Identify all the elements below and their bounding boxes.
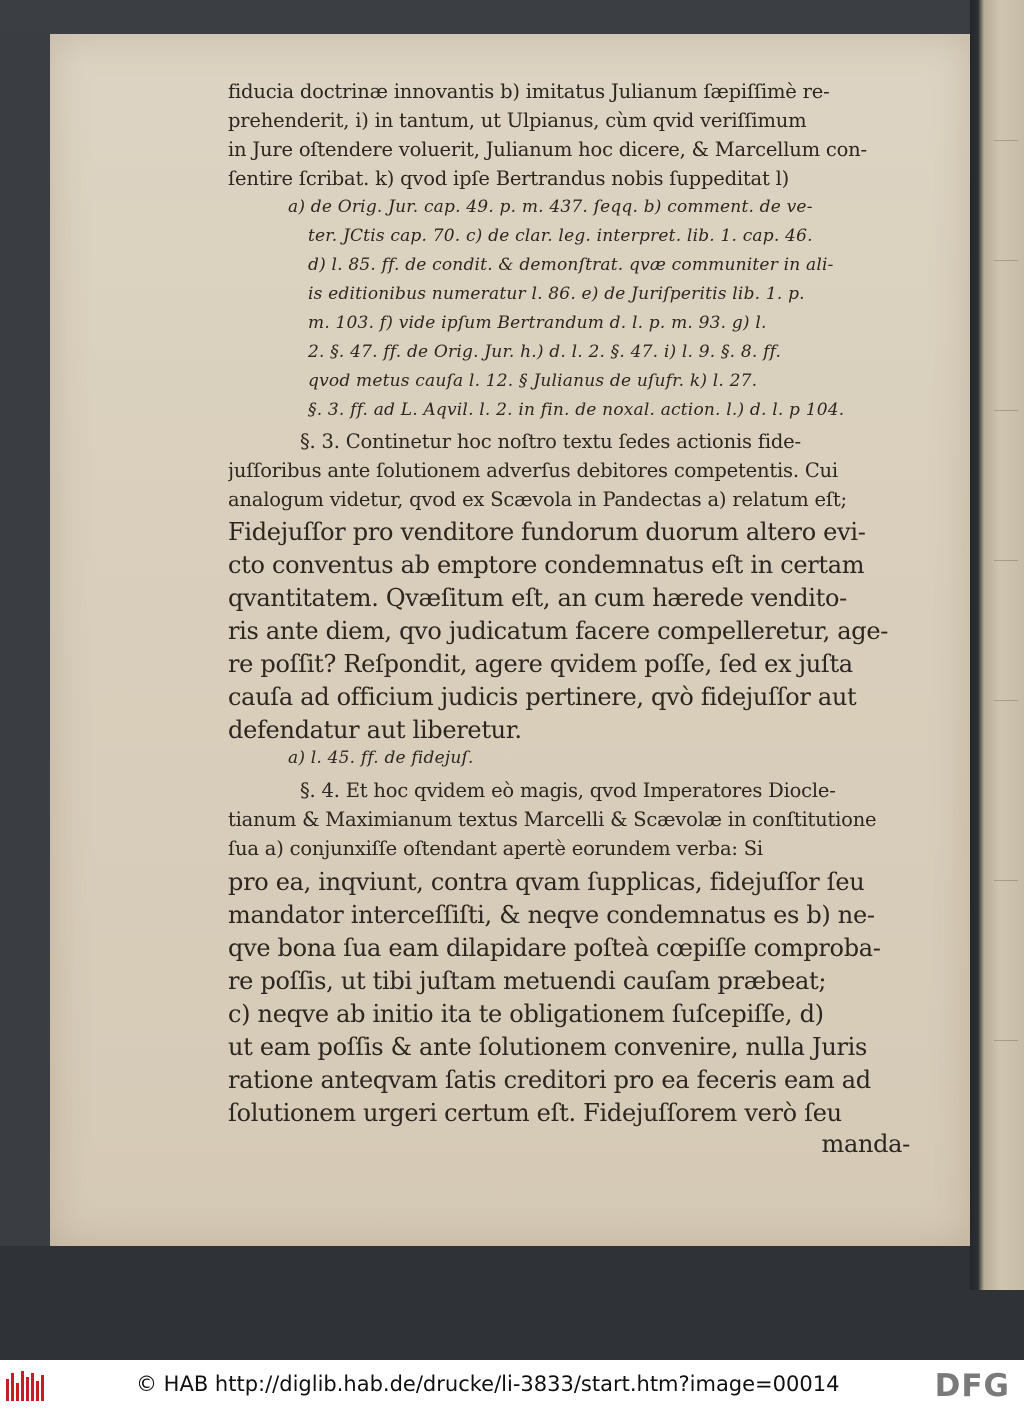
text-line: §. 4. Et hoc qvidem eò magis, qvod Imperatores Diocle- [300, 779, 836, 802]
viewer-left-band [0, 34, 50, 1246]
quote-line: defendatur aut liberetur. [228, 716, 522, 744]
quote-line: re poſſit? Reſpondit, agere qvidem poſſe, ſed ex juſta [228, 650, 853, 678]
footer-bar [0, 1360, 1024, 1412]
quote-line: cauſa ad officium judicis pertinere, qvò fidejuſſor aut [228, 683, 857, 711]
hab-barcode-icon [6, 1371, 46, 1401]
quote-line: ut eam poſſis & ante ſolutionem convenire, nulla Juris [228, 1033, 868, 1061]
quote-line: re poſſis, ut tibi juſtam metuendi cauſam præbeat; [228, 967, 827, 995]
text-line: tianum & Maximianum textus Marcelli & Scævolæ in conſtitutione [228, 808, 877, 831]
viewer-top-band [0, 0, 1024, 34]
text-line: analogum videtur, qvod ex Scævola in Pandectas a) relatum eſt; [228, 488, 847, 511]
footnote-line: a) de Orig. Jur. cap. 49. p. m. 437. ſeqq. b) comment. de ve- [288, 197, 813, 217]
facing-page-edge [970, 0, 1024, 1290]
quote-line: qvantitatem. Qvæſitum eſt, an cum hærede vendito- [228, 584, 847, 612]
footnote-line: is editionibus numeratur l. 86. e) de Juriſperitis lib. 1. p. [308, 284, 805, 304]
text-line: §. 3. Continetur hoc noſtro textu ſedes actionis fide- [300, 430, 801, 453]
text-line: ſentire ſcribat. k) qvod ipſe Bertrandus nobis ſuppeditat l) [228, 167, 790, 190]
quote-line: ris ante diem, qvo judicatum facere compelleretur, age- [228, 617, 889, 645]
quote-line: mandator interceſſiſti, & neqve condemnatus es b) ne- [228, 901, 875, 929]
quote-line: ſolutionem urgeri certum eſt. Fidejuſſorem verò ſeu [228, 1099, 842, 1127]
copyright-link[interactable]: © HAB http://diglib.hab.de/drucke/li-3833/start.htm?image=00014 [136, 1372, 840, 1396]
text-line: juſſoribus ante ſolutionem adverſus debitores competentis. Cui [228, 459, 838, 482]
footnote-line: §. 3. ff. ad L. Aqvil. l. 2. in fin. de noxal. action. l.) d. l. p 104. [308, 400, 845, 420]
text-line: in Jure oſtendere voluerit, Julianum hoc dicere, & Marcellum con- [228, 138, 867, 161]
catchword: manda- [821, 1130, 910, 1158]
viewer-bottom-band [0, 1246, 1024, 1360]
footnote-line: m. 103. f) vide ipſum Bertrandum d. l. p. m. 93. g) l. [308, 313, 767, 333]
footnote-line: d) l. 85. ff. de condit. & demonſtrat. qvæ communiter in ali- [308, 255, 834, 275]
text-line: prehenderit, i) in tantum, ut Ulpianus, cùm qvid veriſſimum [228, 109, 807, 132]
text-line: fiducia doctrinæ innovantis b) imitatus Julianum ſæpiſſimè re- [228, 80, 830, 103]
quote-line: qve bona ſua eam dilapidare poſteà cœpiſſe comproba- [228, 934, 881, 962]
quote-line: Fidejuſſor pro venditore fundorum duorum altero evi- [228, 518, 866, 546]
quote-line: ratione anteqvam ſatis creditori pro ea feceris eam ad [228, 1066, 871, 1094]
quote-line: c) neqve ab initio ita te obligationem ſuſcepiſſe, d) [228, 1000, 824, 1028]
footnote-line: ter. JCtis cap. 70. c) de clar. leg. interpret. lib. 1. cap. 46. [308, 226, 813, 246]
footnote-line: qvod metus cauſa l. 12. § Julianus de uſufr. k) l. 27. [308, 371, 758, 391]
text-line: ſua a) conjunxiſſe oſtendant apertè eorundem verba: Si [228, 837, 763, 860]
footnote-line: a) l. 45. ff. de fidejuſ. [288, 748, 474, 768]
quote-line: cto conventus ab emptore condemnatus eſt in certam [228, 551, 865, 579]
dfg-logo: DFG [934, 1368, 1010, 1404]
scanned-page [50, 34, 970, 1246]
footnote-line: 2. §. 47. ff. de Orig. Jur. h.) d. l. 2. §. 47. i) l. 9. §. 8. ff. [308, 342, 782, 362]
quote-line: pro ea, inqviunt, contra qvam ſupplicas, fidejuſſor ſeu [228, 868, 865, 896]
